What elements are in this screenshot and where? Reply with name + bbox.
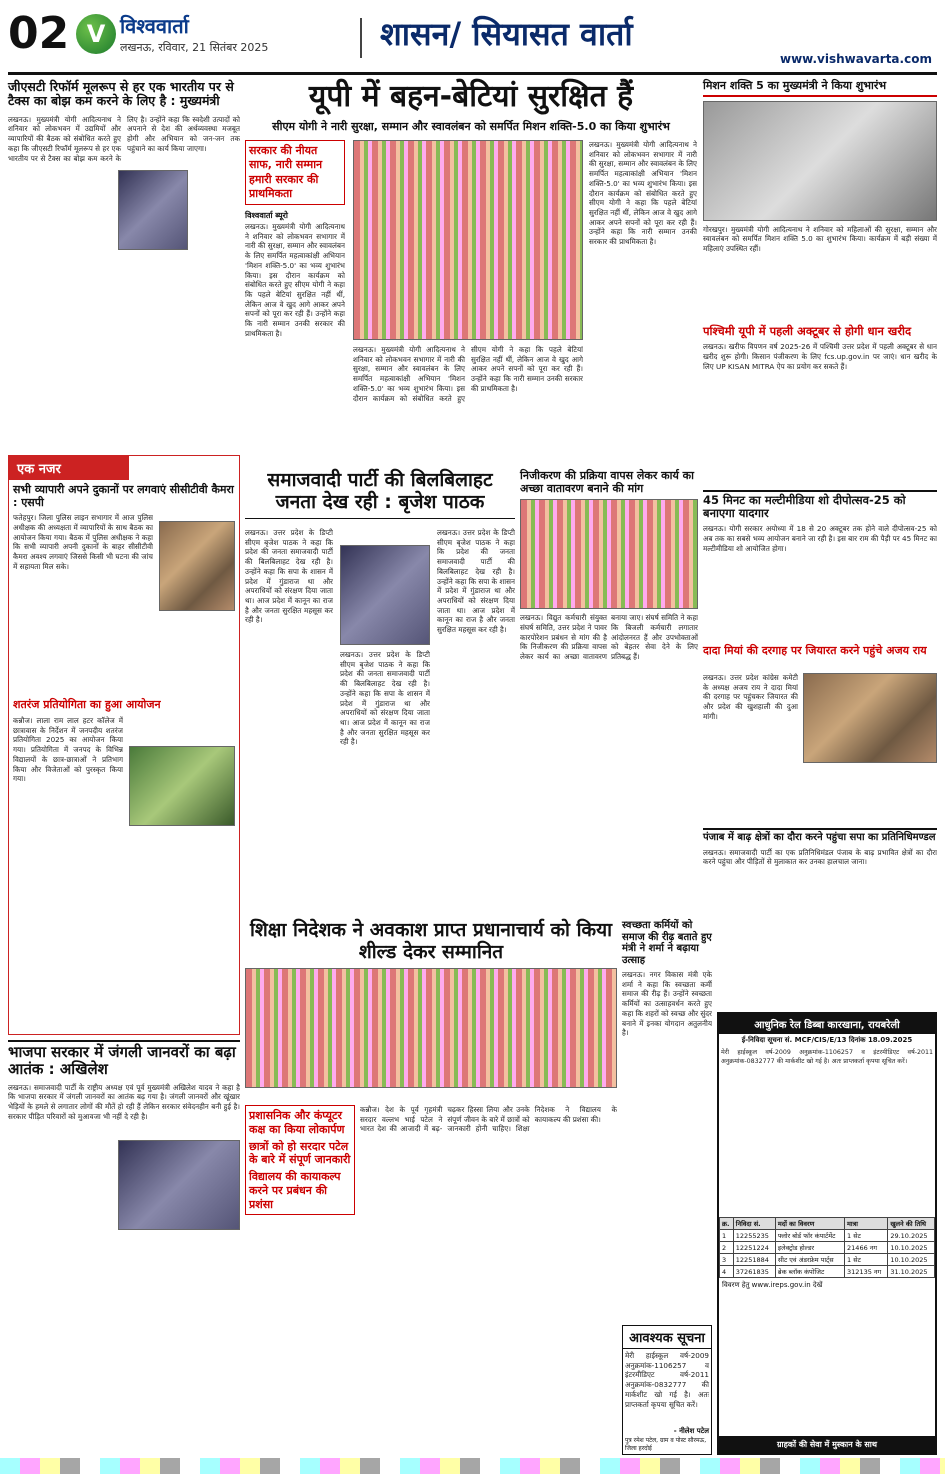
dhan-story — [703, 325, 937, 485]
lead-event-photo — [353, 140, 583, 340]
sp-body-col1: लखनऊ। उत्तर प्रदेश के डिप्टी सीएम बृजेश पाठक ने कहा कि प्रदेश की जनता समाजवादी पार्टी की बिलबिलाहट देख रही है। उन्होंने कहा कि सपा के शासन में प्रदेश में गुंडाराज था और अपराधियों को संरक्षण दिया जाता था। आज प्रदेश में कानून का राज है और जनता सुरक्षित महसूस कर रही है। — [245, 528, 333, 625]
table-cell: 12251224 — [733, 1242, 775, 1254]
table-row — [720, 1254, 935, 1266]
tender-subtitle: ई-निविदा सूचना सं. MCF/CIS/E/13 दिनांक 18.09.2025 — [741, 1036, 913, 1044]
table-cell: 1 — [720, 1230, 734, 1242]
gst-story — [8, 80, 240, 450]
tender-ad — [717, 1012, 937, 1455]
notice-address: पुत्र रमेश पटेल, ग्राम व पोस्ट सौरमऊ, जिला हरदोई — [625, 1437, 707, 1452]
lead-body-col1: लखनऊ। मुख्यमंत्री योगी आदित्यनाथ ने शनिवार को लोकभवन सभागार में नारी की सुरक्षा, सम्मान और स्वावलंबन के लिए समर्पित महत्वाकांक्षी अभियान 'मिशन शक्ति-5.0' का भव्य शुभारंभ किया। इस दौरान कार्यक्रम को संबोधित करते हुए सीएम योगी ने कहा कि पहले बेटियां सुरक्षित नहीं थीं, लेकिन आज वे खुद आगे आकर अपने सपनों को पूरा कर रही हैं। उन्होंने कहा कि नारी सम्मान उनकी सरकार की प्राथमिकता है। — [245, 222, 345, 338]
deepotsav-headline[interactable]: 45 मिनट का मल्टीमीडिया शो दीपोत्सव-25 को बनाएगा यादगार — [703, 490, 937, 520]
lead-body-col3: लखनऊ। मुख्यमंत्री योगी आदित्यनाथ ने शनिवार को लोकभवन सभागार में नारी की सुरक्षा, सम्मान और स्वावलंबन के लिए समर्पित महत्वाकांक्षी अभियान 'मिशन शक्ति-5.0' का भव्य शुभारंभ किया। इस दौरान कार्यक्रम को संबोधित करते हुए सीएम योगी ने कहा कि पहले बेटियां सुरक्षित नहीं थीं, लेकिन आज वे खुद आगे आकर अपने सपनों को पूरा कर रही हैं। उन्होंने कहा कि नारी सम्मान उनकी सरकार की प्राथमिकता है। — [589, 140, 697, 247]
table-row — [720, 1242, 935, 1254]
shiksha-photo — [245, 968, 617, 1088]
notice-body: मेरी हाईस्कूल वर्ष-2009 अनुक्रमांक-1106257 व इंटरमीडिएट वर्ष-2011 अनुक्रमांक-0832777 की मार्कशीट खो गई है। अतः प्राप्तकर्ता कृपया सूचित करें। — [625, 1351, 709, 1409]
table-cell: 12255235 — [733, 1230, 775, 1242]
table-cell: 10.10.2025 — [888, 1242, 935, 1254]
tender-col-header: मात्रा — [845, 1218, 888, 1230]
lead-headline[interactable]: यूपी में बहन-बेटियां सुरक्षित हैं — [308, 79, 634, 114]
table-cell: 1 सेट — [845, 1254, 888, 1266]
brand-logo-icon[interactable]: V — [76, 14, 116, 54]
table-cell: 29.10.2025 — [888, 1230, 935, 1242]
notice-box — [622, 1325, 712, 1455]
shiksha-story — [245, 920, 617, 1455]
mission-headline[interactable]: मिशन शक्ति 5 का मुख्यमंत्री ने किया शुभारंभ — [703, 80, 937, 97]
shiksha-headline[interactable]: शिक्षा निदेशक ने अवकाश प्राप्त प्रधानाचार्य को किया शील्ड देकर सम्मानित — [249, 919, 613, 963]
table-cell: 31.10.2025 — [888, 1266, 935, 1278]
table-cell: इलेक्ट्रोड होल्डर — [775, 1242, 844, 1254]
table-cell: 312135 नग — [845, 1266, 888, 1278]
table-cell: 3 — [720, 1254, 734, 1266]
akhilesh-photo — [118, 1140, 240, 1230]
sp-officer-photo — [159, 521, 235, 611]
shiksha-bullet: छात्रों को हो सरदार पटेल के बारे में संपूर्ण जानकारी — [249, 1139, 351, 1167]
tender-col-header: मदों का विवरण — [775, 1218, 844, 1230]
gst-headline[interactable]: जीएसटी रिफॉर्म मूलरूप से हर एक भारतीय पर से टैक्स का बोझ कम करने के लिए है : मुख्यमंत्री — [8, 79, 234, 109]
tender-col-header: क्र. — [720, 1218, 734, 1230]
nijikaran-story — [520, 470, 698, 915]
ek-nazar-body1: फतेहपुर। जिला पुलिस लाइन सभागार में आज पुलिस अधीक्षक की अध्यक्षता में व्यापारियों के साथ बैठक का आयोजन किया गया। बैठक में पुलिस अधीक्षक ने कहा कि सभी व्यापारी अपनी दुकानों के बाहर सीसीटीवी कैमरा अवश्य लगवाएं जिससे किसी भी घटना की जांच में सहायता मिल सके। — [13, 513, 153, 571]
table-cell: 37261835 — [733, 1266, 775, 1278]
dhan-body: लखनऊ। खरीफ विपणन वर्ष 2025-26 में पश्चिमी उत्तर प्रदेश में पहली अक्टूबर से धान खरीद शुरू होगी। किसान पंजीकरण के लिए fcs.up.gov.in पर जाएं। धान खरीद के लिए UP KISAN MITRA ऐप का प्रयोग कर सकते हैं। — [703, 342, 937, 371]
dada-body: लखनऊ। उत्तर प्रदेश कांग्रेस कमेटी के अध्यक्ष अजय राय ने दादा मियां की दरगाह पर पहुंचकर जियारत की और प्रदेश की खुशहाली की दुआ मांगी। — [703, 673, 798, 721]
ek-nazar-headline1[interactable]: सभी व्यापारी अपने दुकानों पर लगवाएं सीसीटीवी कैमरा : एसपी — [13, 483, 234, 509]
table-row — [720, 1266, 935, 1278]
mission-photo — [703, 101, 937, 221]
punjab-headline[interactable]: पंजाब में बाढ़ क्षेत्रों का दौरा करने पहुंचा सपा का प्रतिनिधिमण्डल — [703, 828, 937, 844]
table-cell: 1 सेट — [845, 1230, 888, 1242]
protest-photo — [520, 499, 698, 609]
punjab-body: लखनऊ। समाजवादी पार्टी का एक प्रतिनिधिमंडल पंजाब के बाढ़ प्रभावित क्षेत्रों का दौरा करने पहुंचा और पीड़ितों से मुलाकात कर उनका हालचाल जाना। — [703, 847, 937, 867]
dada-headline[interactable]: दादा मियां की दरगाह पर जियारत करने पहुंचे अजय राय — [703, 644, 927, 657]
website-link[interactable]: www.vishwavarta.com — [780, 52, 932, 66]
cm-photo — [118, 170, 188, 250]
tender-slogan: ग्राहकों की सेवा में मुस्कान के साथ — [719, 1436, 935, 1453]
table-cell: फ्लोर बोर्ड फॉर कंपार्टमेंट — [775, 1230, 844, 1242]
ek-nazar-body2: कन्नौज। लाला राम लाल हटर कॉलेज में छात्रावास के निर्देशन में जनपदीय शतरंज प्रतियोगिता 2025 का आयोजन किया गया। प्रतियोगिता में जनपद के विभिन्न विद्यालयों के छात्र-छात्राओं ने प्रतिभाग किया और विजेताओं को पुरस्कृत किया गया। — [13, 715, 123, 784]
tender-terms: मेरी हाईस्कूल वर्ष-2009 अनुक्रमांक-1106257 व इंटरमीडिएट वर्ष-2011 अनुक्रमांक-0832777 की मार्कशीट खो गई है। अतः प्राप्तकर्ता कृपया सूचित करें। — [721, 1049, 933, 1065]
chess-photo — [129, 746, 235, 826]
table-cell: 2 — [720, 1242, 734, 1254]
table-cell: ब्रेक ब्लॉक कंपोजिट — [775, 1266, 844, 1278]
tender-col-header: खुलने की तिथि — [888, 1218, 935, 1230]
ek-nazar-label: एक नजर — [9, 456, 129, 480]
sp-body-col2: लखनऊ। उत्तर प्रदेश के डिप्टी सीएम बृजेश पाठक ने कहा कि प्रदेश की जनता समाजवादी पार्टी की बिलबिलाहट देख रही है। उन्होंने कहा कि सपा के शासन में प्रदेश में गुंडाराज था और अपराधियों को संरक्षण दिया जाता था। आज प्रदेश में कानून का राज है और जनता सुरक्षित महसूस कर रही है। — [340, 650, 430, 747]
dateline: लखनऊ, रविवार, 21 सितंबर 2025 — [120, 41, 269, 54]
pathak-photo — [340, 545, 430, 645]
color-registration-strip — [0, 1458, 945, 1474]
deepotsav-story — [703, 490, 937, 640]
lead-subhead: सीएम योगी ने नारी सुरक्षा, सम्मान और स्वावलंबन को समर्पित मिशन शक्ति-5.0 का किया शुभारंभ — [272, 119, 670, 133]
akhilesh-story — [8, 1040, 240, 1455]
tender-table-head — [720, 1218, 935, 1230]
akhilesh-headline[interactable]: भाजपा सरकार में जंगली जानवरों का बढ़ा आतंक : अखिलेश — [8, 1040, 240, 1079]
deepotsav-body: लखनऊ। योगी सरकार अयोध्या में 18 से 20 अक्टूबर तक होने वाले दीपोत्सव-25 को अब तक का सबसे भव्य आयोजन बनाने जा रही है। इस बार राम की पैड़ी पर 45 मिनट का मल्टीमीडिया शो आयोजित होगा। — [703, 524, 937, 553]
sp-body-col3: लखनऊ। उत्तर प्रदेश के डिप्टी सीएम बृजेश पाठक ने कहा कि प्रदेश की जनता समाजवादी पार्टी की बिलबिलाहट देख रही है। उन्होंने कहा कि सपा के शासन में प्रदेश में गुंडाराज था और अपराधियों को संरक्षण दिया जाता था। आज प्रदेश में कानून का राज है और जनता सुरक्षित महसूस कर रही है। — [437, 528, 515, 635]
table-cell: 12251884 — [733, 1254, 775, 1266]
nijikaran-headline[interactable]: निजीकरण की प्रक्रिया वापस लेकर कार्य का अच्छा वातावरण बनाने की मांग — [520, 469, 694, 495]
page-number: 02 — [8, 8, 70, 59]
swachhta-body: लखनऊ। नगर विकास मंत्री एके शर्मा ने कहा कि स्वच्छता कर्मी समाज की रीढ़ हैं। उन्होंने स्वच्छता कर्मियों का उत्साहवर्धन करते हुए कहा कि शहरों को स्वच्छ और सुंदर बनाने में इनका योगदान अतुलनीय है। — [622, 970, 712, 1038]
ek-nazar-box — [8, 455, 240, 1035]
punjab-story — [703, 828, 937, 1008]
lead-story — [245, 80, 697, 465]
lead-body-col2: लखनऊ। मुख्यमंत्री योगी आदित्यनाथ ने शनिवार को लोकभवन सभागार में नारी की सुरक्षा, सम्मान और स्वावलंबन के लिए समर्पित महत्वाकांक्षी अभियान 'मिशन शक्ति-5.0' का भव्य शुभारंभ किया। इस दौरान कार्यक्रम को संबोधित करते हुए सीएम योगी ने कहा कि पहले बेटियां सुरक्षित नहीं थीं, लेकिन आज वे खुद आगे आकर अपने सपनों को पूरा कर रही हैं। उन्होंने कहा कि नारी सम्मान उनकी सरकार की प्राथमिकता है। — [353, 345, 583, 403]
table-cell: 21466 नग — [845, 1242, 888, 1254]
tender-col-header: निविदा सं. — [733, 1218, 775, 1230]
dada-story — [703, 645, 937, 825]
mission-body: गोरखपुर। मुख्यमंत्री योगी आदित्यनाथ ने शनिवार को महिलाओं की सुरक्षा, सम्मान और स्वावलंबन को समर्पित मिशन शक्ति 5.0 का शुभारंभ किया। कार्यक्रम में बड़ी संख्या में महिलाएं उपस्थित रहीं। — [703, 224, 937, 254]
section-title: शासन/ सियासत वार्ता — [380, 15, 633, 53]
shiksha-bullet: प्रशासनिक और कंप्यूटर कक्ष का किया लोकार्पण — [249, 1109, 345, 1136]
notice-title: आवश्यक सूचना — [623, 1326, 711, 1349]
dhan-headline[interactable]: पश्चिमी यूपी में पहली अक्टूबर से होगी धान खरीद — [703, 324, 912, 338]
table-cell: सीट एवं अंडरफ्रेम पार्ट्स — [775, 1254, 844, 1266]
table-row — [720, 1230, 935, 1242]
nijikaran-body: लखनऊ। विद्युत कर्मचारी संयुक्त संघर्ष समिति, उत्तर प्रदेश ने पावर कारपोरेशन प्रबंधन से मांग की है कि निजीकरण की प्रक्रिया वापस लेकर कार्य का अच्छा वातावरण बनाया जाए। संघर्ष समिति ने कहा कि बिजली कर्मचारी लगातार आंदोलनरत हैं और उपभोक्ताओं को बेहतर सेवा देने के लिए प्रतिबद्ध हैं। — [520, 613, 698, 662]
header-rule — [8, 72, 937, 75]
swachhta-story — [622, 920, 712, 1320]
lead-pull-quote: सरकार की नीयत साफ, नारी सम्मान हमारी सरकार की प्राथमिकता — [245, 140, 345, 205]
tender-footer[interactable]: विवरण हेतु www.ireps.gov.in देखें — [722, 1281, 823, 1289]
sp-story — [245, 470, 515, 915]
dada-photo — [803, 673, 937, 763]
shiksha-bullet: विद्यालय की कायाकल्प करने पर प्रबंधन की प्रशंसा — [249, 1170, 341, 1211]
notice-name: - नीलेश पटेल — [673, 1427, 709, 1435]
table-cell: 10.10.2025 — [888, 1254, 935, 1266]
shiksha-highlights — [245, 1105, 355, 1215]
lead-byline: विश्ववार्ता ब्यूरो — [245, 211, 288, 220]
ek-nazar-headline2[interactable]: शतरंज प्रतियोगिता का हुआ आयोजन — [13, 698, 161, 712]
brand-name[interactable]: विश्ववार्ता — [120, 14, 189, 38]
shiksha-body: कन्नौज। देश के पूर्व गृहमंत्री सरदार वल्लभ भाई पटेल ने भारत देश की आजादी में बढ़-चढ़कर हिस्सा लिया और उनके संपूर्ण जीवन के बारे में छात्रों को जानकारी होनी चाहिए। शिक्षा निदेशक ने विद्यालय के कायाकल्प की प्रशंसा की। — [360, 1105, 617, 1134]
tender-title: आधुनिक रेल डिब्बा कारखाना, रायबरेली — [719, 1014, 935, 1034]
swachhta-headline[interactable]: स्वच्छता कर्मियों को समाज की रीढ़ बताते हुए मंत्री ने शर्मा ने बढ़ाया उत्साह — [622, 920, 712, 966]
header-divider — [360, 18, 362, 58]
akhilesh-body: लखनऊ। समाजवादी पार्टी के राष्ट्रीय अध्यक्ष एवं पूर्व मुख्यमंत्री अखिलेश यादव ने कहा है कि भाजपा सरकार में जंगली जानवरों का आतंक बढ़ गया है। जंगली जानवरों और खूंखार भेड़ियों के हमले से लगातार लोगों की मौतें हो रही हैं लेकिन सरकार संवेदनहीन बनी हुई है। सरकार पीड़ित परिवारों को मुआवजा भी नहीं दे रही है। — [8, 1082, 240, 1121]
mission-story — [703, 80, 937, 320]
tender-table — [719, 1217, 935, 1278]
gst-body: लखनऊ। मुख्यमंत्री योगी आदित्यनाथ ने शनिवार को लोकभवन में उद्यमियों और व्यापारियों की बैठक को संबोधित करते हुए कहा कि जीएसटी रिफॉर्म मूलरूप से हर एक भारतीय पर से टैक्स का बोझ कम करने के लिए है। उन्होंने कहा कि स्वदेशी उत्पादों को अपनाने से देश की अर्थव्यवस्था मजबूत होगी और अभियान को जन-जन तक पहुंचाने का कार्य किया जाएगा। — [8, 114, 240, 163]
sp-headline[interactable]: समाजवादी पार्टी की बिलबिलाहट जनता देख रही : बृजेश पाठक — [245, 470, 515, 519]
table-cell: 4 — [720, 1266, 734, 1278]
